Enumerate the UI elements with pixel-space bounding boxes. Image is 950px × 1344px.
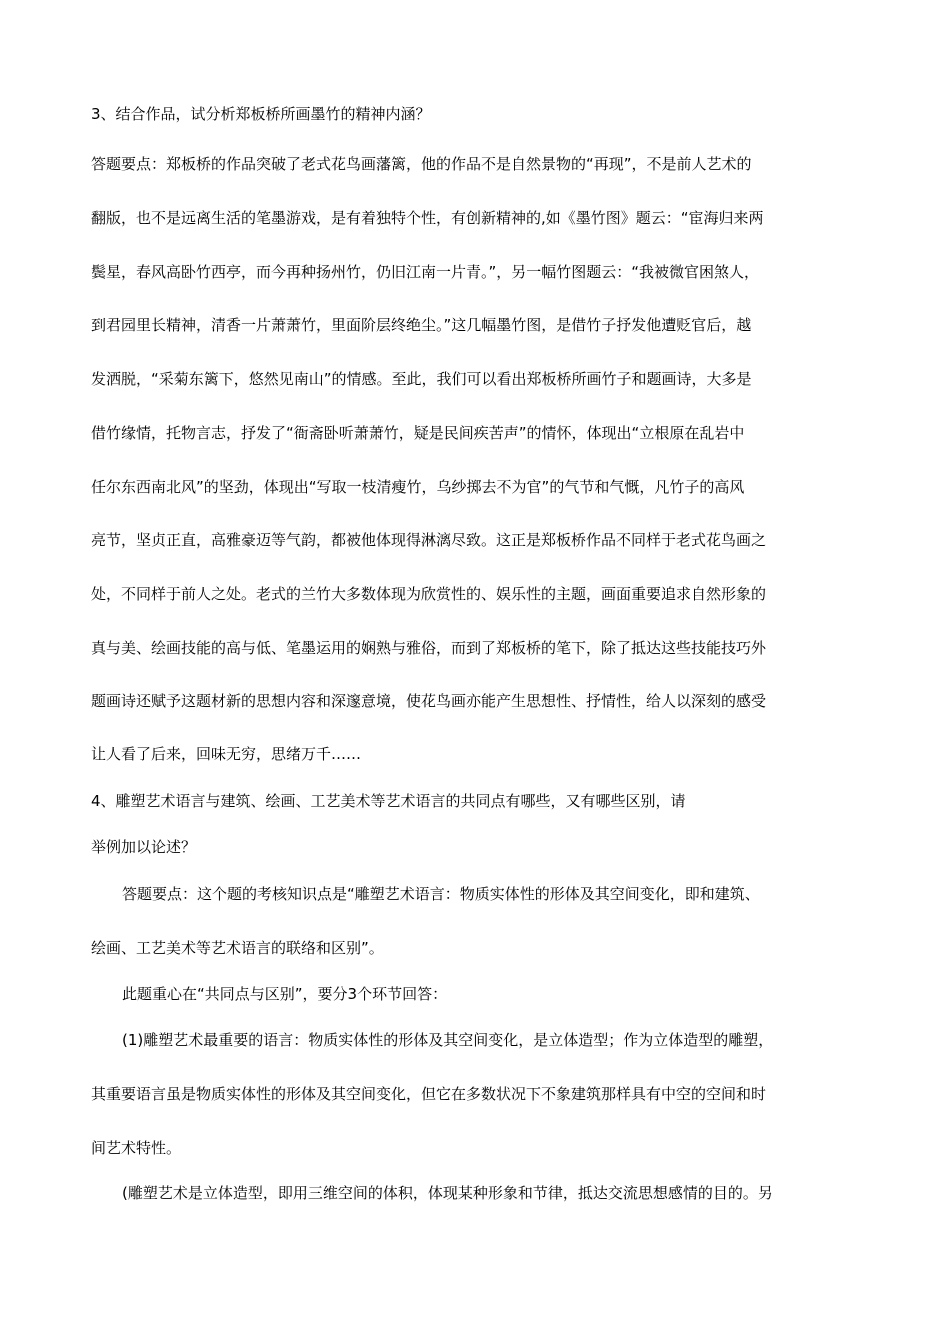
answer-4-point-2-line-1: (雕塑艺术是立体造型，即用三维空间的体积，体现某种形象和节律，抵达交流思想感情的目的。另 (122, 1184, 773, 1202)
answer-4-line-2: 绘画、工艺美术等艺术语言的联络和区别”。 (91, 939, 384, 957)
answer-3-line-8: 亮节，坚贞正直，高雅豪迈等气韵，都被他体现得淋漓尽致。这正是郑板桥作品不同样于老式花鸟画之 (91, 531, 767, 549)
answer-4-point-1-line-2: 其重要语言虽是物质实体性的形体及其空间变化，但它在多数状况下不象建筑那样具有中空的空间和时 (91, 1085, 767, 1103)
answer-4-line-3: 此题重心在“共同点与区别”，要分3个环节回答： (122, 985, 448, 1003)
question-3-heading: 3、结合作品，试分析郑板桥所画墨竹的精神内涵？ (91, 105, 431, 123)
answer-3-line-7: 任尔东西南北风”的坚劲，体现出“写取一枝清瘦竹，乌纱掷去不为官”的气节和气慨，凡竹子的高风 (91, 478, 745, 496)
question-4-heading: 4、雕塑艺术语言与建筑、绘画、工艺美术等艺术语言的共同点有哪些，又有哪些区别，请 (91, 792, 686, 810)
answer-3-line-5: 发洒脱，“采菊东篱下，悠然见南山”的情感。至此，我们可以看出郑板桥所画竹子和题画诗，大多是 (91, 370, 752, 388)
answer-3-line-3: 鬓星，春风高卧竹西亭，而今再种扬州竹，仍旧江南一片青。”，另一幅竹图题云：“我被微官困煞人， (91, 263, 760, 281)
answer-4-point-1-line-3: 间艺术特性。 (91, 1139, 182, 1157)
answer-3-line-10: 真与美、绘画技能的高与低、笔墨运用的娴熟与雅俗，而到了郑板桥的笔下，除了抵达这些技能技巧外 (91, 639, 767, 657)
answer-3-line-12: 让人看了后来，回味无穷，思绪万千…… (91, 745, 362, 763)
answer-4-line-1: 答题要点：这个题的考核知识点是“雕塑艺术语言：物质实体性的形体及其空间变化，即和建筑、 (122, 885, 760, 903)
answer-3-line-1: 答题要点：郑板桥的作品突破了老式花鸟画藩篱，他的作品不是自然景物的“再现”，不是前人艺术的 (91, 155, 752, 173)
question-4-heading-cont: 举例加以论述？ (91, 838, 197, 856)
answer-4-point-1-line-1: (1)雕塑艺术最重要的语言：物质实体性的形体及其空间变化，是立体造型；作为立体造型的雕塑， (122, 1031, 774, 1049)
answer-3-line-11: 题画诗还赋予这题材新的思想内容和深邃意境，使花鸟画亦能产生思想性、抒情性，给人以深刻的感受 (91, 692, 767, 710)
answer-3-line-2: 翻版，也不是远离生活的笔墨游戏，是有着独特个性，有创新精神的,如《墨竹图》题云：“宦海归来两 (91, 209, 764, 227)
answer-3-line-4: 到君园里长精神，清香一片萧萧竹，里面阶层终绝尘。”这几幅墨竹图，是借竹子抒发他遭贬官后，越 (91, 316, 752, 334)
answer-3-line-6: 借竹缘情，托物言志，抒发了“衙斋卧听萧萧竹，疑是民间疾苦声”的情怀，体现出“立根原在乱岩中 (91, 424, 745, 442)
answer-3-line-9: 处，不同样于前人之处。老式的兰竹大多数体现为欣赏性的、娱乐性的主题，画面重要追求自然形象的 (91, 585, 767, 603)
